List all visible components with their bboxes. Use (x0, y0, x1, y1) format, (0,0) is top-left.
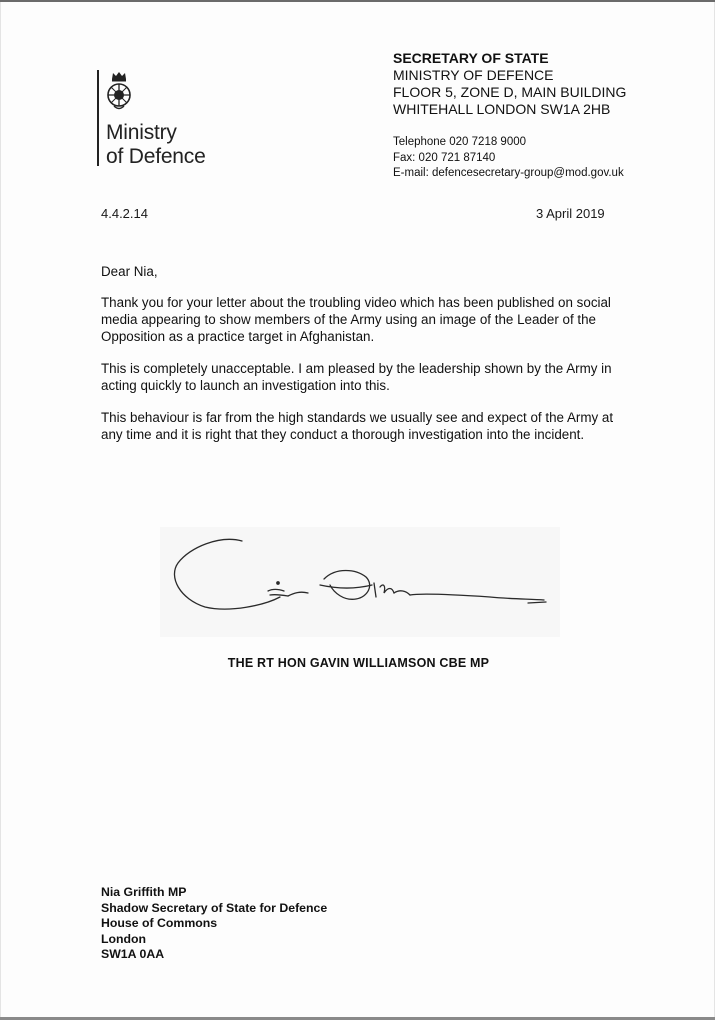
paragraph: This is completely unacceptable. I am pleased by the leadership shown by the Army in acting quickly to launch an investigation into this. (101, 361, 612, 393)
address-line: MINISTRY OF DEFENCE (393, 67, 554, 83)
signatory-name (0, 656, 715, 670)
recipient-line: House of Commons (101, 916, 218, 930)
greeting: Dear Nia, (101, 264, 158, 279)
royal-crest-icon (106, 70, 132, 112)
reference-number: 4.4.2.14 (101, 206, 148, 221)
handwritten-signature (160, 527, 560, 637)
recipient-line: London (101, 931, 147, 946)
address-line: FLOOR 5, ZONE D, MAIN BUILDING (393, 84, 627, 100)
address-line: WHITEHALL LONDON SW1A 2HB (393, 101, 611, 117)
fax: Fax: 020 721 87140 (393, 151, 496, 164)
address-title: SECRETARY OF STATE (393, 50, 549, 66)
paragraph: Thank you for your letter about the troubling video which has been published on social media appearing to show members of the Army using an image of the Leader of the Opposition as a practice target in Afghanistan. (101, 295, 611, 344)
recipient-line: Shadow Secretary of State for Defence (101, 900, 328, 915)
ministry-logo-text (106, 121, 206, 169)
contact-details (393, 135, 624, 182)
recipient-address (101, 885, 327, 963)
email: E-mail: defencesecretary-group@mod.gov.uk (393, 167, 624, 179)
signatory-text: THE RT HON GAVIN WILLIAMSON CBE MP (227, 656, 490, 670)
paragraph: This behaviour is far from the high standards we usually see and expect of the Army at any time and it is right that they conduct a thorough investigation into the incident. (101, 410, 614, 442)
letter-body (101, 263, 621, 458)
telephone: Telephone 020 7218 9000 (393, 136, 527, 148)
recipient-line: Nia Griffith MP (101, 885, 187, 899)
letter-date: 3 April 2019 (536, 206, 605, 221)
page-top-edge (0, 0, 715, 2)
sender-address (393, 50, 626, 118)
logo-line-1: Ministry (106, 121, 177, 144)
logo-line-2: of Defence (106, 145, 206, 168)
logo-rule (97, 70, 99, 166)
recipient-line: SW1A 0AA (101, 947, 165, 961)
